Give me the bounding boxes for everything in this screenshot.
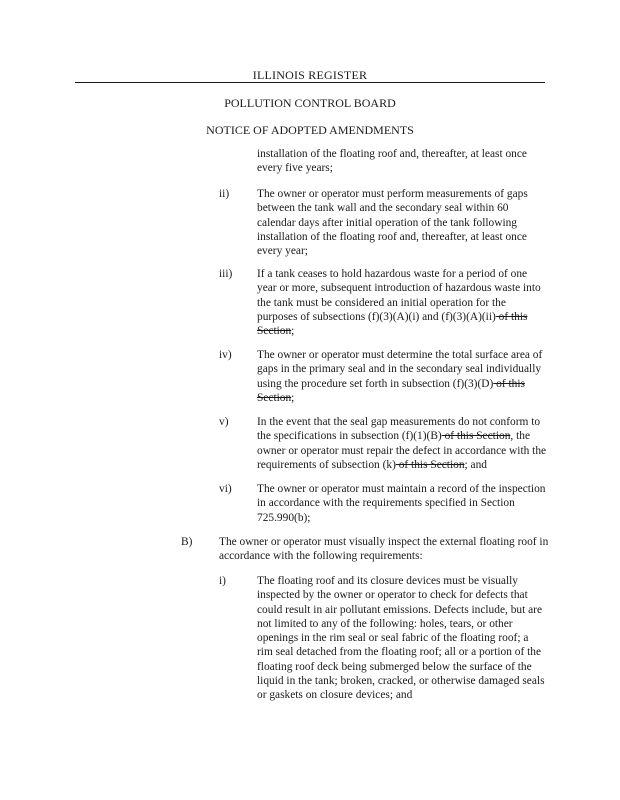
- section-text: The owner or operator must visually inspect the external floating roof in accordance with the following requirements:: [219, 536, 549, 563]
- item-number: ii): [219, 188, 230, 200]
- struck-text: of this Section: [441, 430, 511, 443]
- item-text: The owner or operator must maintain a record of the inspection in accordance with the requirements specified in Section 725.990(b);: [257, 483, 546, 524]
- register-title: ILLINOIS REGISTER: [252, 68, 368, 82]
- item-text: The floating roof and its closure devices must be visually inspected by the owner or operator to check for defects that could result in air pollutant emissions. Defects include, but are not limited to any of the following: holes, tears, or other openings in the rim seal or seal fabric of the floating roof; a rim seal detached from the floating roof; all or a portion of the floating roof deck being submerged below the surface of the liquid in the tank; broken, cracked, or otherwise damaged seals or gaskets on closure devices; and: [257, 575, 545, 702]
- struck-text: of this Section: [395, 458, 465, 471]
- item-number: iv): [219, 349, 232, 361]
- item-number: vi): [219, 483, 232, 495]
- section-number: B): [181, 536, 193, 548]
- board-name: POLLUTION CONTROL BOARD: [224, 96, 396, 110]
- item-text: If a tank ceases to hold hazardous waste for a period of one year or more, subsequent introduction of hazardous waste into the tank must be considered an initial operation for the purposes of subsections (f)(3)(A)(i) and (f)(3)(A)(ii) of this Section;: [257, 268, 541, 338]
- struck-text: of this Section: [257, 377, 525, 404]
- item-number: iii): [219, 268, 233, 280]
- item-text: The owner or operator must determine the total surface area of gaps in the primary seal and in the secondary seal individually using the procedure set forth in subsection (f)(3)(D) of this Section;: [257, 349, 543, 404]
- struck-text: of this Section: [257, 310, 528, 338]
- header-rule: [75, 82, 545, 83]
- continuation-text: installation of the floating roof and, thereafter, at least once every five years;: [257, 148, 527, 175]
- item-number: i): [219, 575, 226, 587]
- item-text: In the event that the seal gap measurements do not conform to the specifications in subsection (f)(1)(B) of this Section, the owner or operator must repair the defect in accordance with the requirements of subsection (k) of this Section; and: [257, 416, 547, 471]
- notice-title: NOTICE OF ADOPTED AMENDMENTS: [206, 123, 414, 137]
- item-number: v): [219, 416, 229, 428]
- item-text: The owner or operator must perform measurements of gaps between the tank wall and the secondary seal within 60 calendar days after initial operation of the tank following installation of the floating roof and, thereafter, at least once every year;: [257, 188, 528, 258]
